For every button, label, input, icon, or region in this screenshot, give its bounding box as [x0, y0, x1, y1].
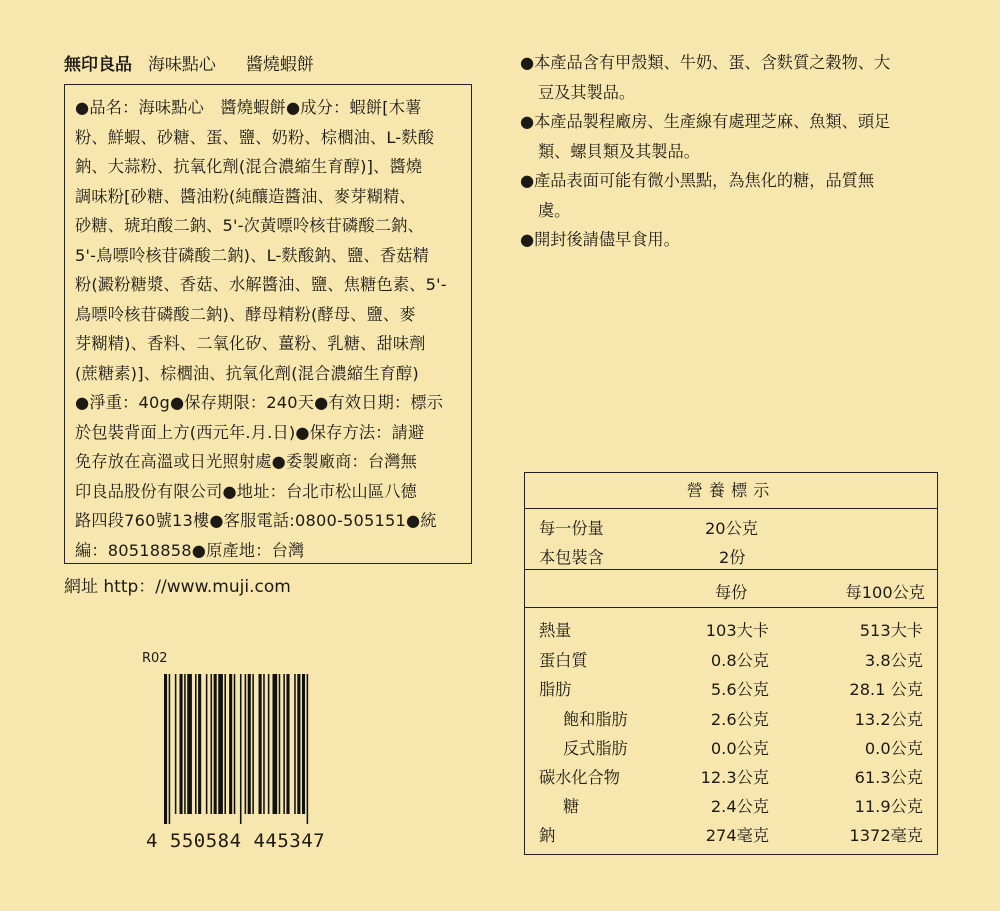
barcode-bar: [224, 674, 226, 814]
brand-name: 無印良品: [64, 55, 132, 75]
nutrient-per-serving: 12.3公克: [700, 768, 769, 787]
ingredients-line: 砂糖、琥珀酸二鈉、5'-次黃嘌呤核苷磷酸二鈉、: [75, 216, 424, 235]
barcode-bar: [198, 674, 201, 814]
nutrient-per-100g: 13.2公克: [854, 710, 923, 729]
barcode-bar: [164, 674, 167, 824]
barcode-bar: [195, 674, 197, 814]
product-name: 醬燒蝦餅: [245, 55, 314, 75]
nutrient-per-100g: 0.0公克: [864, 739, 923, 758]
ingredients-line: 編：80518858●原產地：台灣: [75, 540, 305, 560]
nutrient-per-100g: 11.9公克: [854, 797, 923, 816]
barcode-bar: [279, 674, 281, 814]
ingredients-line: 鈉、大蒜粉、抗氧化劑(混合濃縮生育醇)]、醬燒: [75, 157, 423, 176]
website-url: 網址 http：//www.muji.com: [64, 577, 291, 597]
divider: [525, 607, 937, 608]
barcode-bar: [218, 674, 223, 814]
ingredients-box: [64, 84, 472, 564]
serving-size-value: 20公克: [705, 519, 758, 538]
barcode-bar: [248, 674, 251, 814]
allergen-notes: [520, 48, 890, 255]
divider: [525, 569, 937, 570]
nutrient-per-serving: 274毫克: [705, 826, 769, 845]
nutrient-name: 熱量: [539, 621, 572, 640]
notes-line: ●本產品含有甲殼類、牛奶、蛋、含麩質之穀物、大: [520, 53, 891, 72]
ingredients-line: 路四段760號13樓●客服電話:0800-505151●統: [75, 511, 437, 530]
barcode-bar: [259, 674, 262, 814]
nutrient-name: 鈉: [539, 826, 556, 845]
barcode-bar: [187, 674, 192, 814]
barcode-bar: [263, 674, 265, 814]
ingredients-line: 鳥嘌呤核苷磷酸二鈉)、酵母精粉(酵母、鹽、麥: [75, 304, 416, 324]
barcode-number: 4 550584 445347: [146, 830, 326, 852]
notes-line: ●產品表面可能有微小黑點，為焦化的糖，品質無: [520, 171, 875, 190]
barcode-bar: [180, 674, 183, 814]
barcode-image: [162, 674, 372, 824]
barcode-bar: [169, 674, 171, 824]
nutrient-name: 反式脂肪: [563, 739, 628, 758]
servings-per-pack-label: 本包裝含: [539, 548, 604, 567]
nutrition-facts-table: [524, 472, 938, 855]
barcode-bar: [307, 674, 309, 824]
nutrient-per-serving: 5.6公克: [710, 680, 769, 699]
notes-line: 豆及其製品。: [538, 82, 636, 102]
barcode-bar: [252, 674, 254, 814]
nutrient-name: 碳水化合物: [539, 768, 620, 787]
notes-line: 類、螺貝類及其製品。: [538, 141, 700, 161]
ingredients-line: 於包裝背面上方(西元年.月.日)●保存方法：請避: [75, 422, 425, 442]
product-category: 海味點心: [147, 55, 216, 75]
ingredients-line: 芽糊精)、香料、二氧化矽、薑粉、乳糖、甜味劑: [75, 334, 426, 353]
barcode-bar: [286, 674, 289, 814]
barcode-bar: [245, 674, 247, 814]
nutrient-name: 蛋白質: [539, 651, 588, 670]
ingredients-line: (蔗糖素)]、棕櫚油、抗氧化劑(混合濃縮生育醇): [75, 363, 419, 383]
barcode-bar: [294, 674, 296, 814]
notes-line: ●開封後請儘早食用。: [520, 230, 680, 249]
lot-code: R02: [142, 651, 168, 666]
nutrient-per-100g: 3.8公克: [864, 651, 923, 670]
ingredients-line: 粉、鮮蝦、砂糖、蛋、鹽、奶粉、棕櫚油、L-麩酸: [75, 127, 435, 147]
nutrient-name: 糖: [563, 797, 580, 816]
ingredients-line: 印良品股份有限公司●地址：台北市松山區八德: [75, 481, 418, 501]
nutrient-per-serving: 0.0公克: [710, 739, 769, 758]
barcode-bar: [206, 674, 208, 814]
barcode-bar: [214, 674, 217, 814]
ingredients-line: ●淨重：40g●保存期限：240天●有效日期：標示: [75, 393, 444, 412]
serving-size-label: 每一份量: [539, 519, 604, 538]
nutrient-per-100g: 28.1 公克: [849, 680, 923, 699]
notes-line: 虞。: [538, 200, 571, 220]
notes-line: ●本產品製程廠房、生產線有處理芝麻、魚類、頭足: [520, 112, 891, 131]
nutrient-per-serving: 0.8公克: [710, 651, 769, 670]
barcode-bar: [175, 674, 177, 814]
barcode-bar: [229, 674, 232, 814]
barcode-bar: [211, 674, 213, 814]
barcode-bar: [297, 674, 300, 814]
nutrient-per-serving: 2.6公克: [710, 710, 769, 729]
ingredients-line: 5'-鳥嘌呤核苷磷酸二鈉)、L-麩酸鈉、鹽、香菇精: [75, 245, 430, 265]
nutrient-per-serving: 2.4公克: [710, 797, 769, 816]
nutrient-per-100g: 513大卡: [859, 621, 923, 640]
ingredients-line: 調味粉[砂糖、醬油粉(純釀造醬油、麥芽糊精、: [75, 186, 416, 206]
column-per-100g: 每100公克: [845, 583, 925, 602]
nutrient-name: 脂肪: [539, 680, 572, 699]
servings-per-pack-value: 2份: [719, 548, 746, 567]
column-per-serving: 每份: [715, 583, 748, 602]
ingredients-line: 免存放在高溫或日光照射處●委製廠商：台灣無: [75, 452, 418, 471]
nutrient-per-100g: 1372毫克: [849, 826, 923, 845]
barcode-bar: [273, 674, 278, 814]
barcode-bar: [302, 674, 305, 814]
ingredients-line: 粉(澱粉糖漿、香菇、水解醬油、鹽、焦糖色素、5'-: [75, 275, 447, 294]
barcode-bar: [184, 674, 186, 814]
nutrition-title: 營養標示: [525, 473, 937, 509]
barcode-bar: [268, 674, 270, 814]
ingredients-line: ●品名：海味點心 醬燒蝦餅●成分：蝦餅[木薯: [75, 98, 422, 117]
nutrient-per-100g: 61.3公克: [854, 768, 923, 787]
nutrient-name: 飽和脂肪: [563, 710, 628, 729]
nutrient-per-serving: 103大卡: [705, 621, 769, 640]
barcode-bar: [240, 674, 242, 824]
barcode-bar: [283, 674, 285, 814]
product-title: [64, 50, 324, 75]
barcode-bar: [234, 674, 236, 814]
